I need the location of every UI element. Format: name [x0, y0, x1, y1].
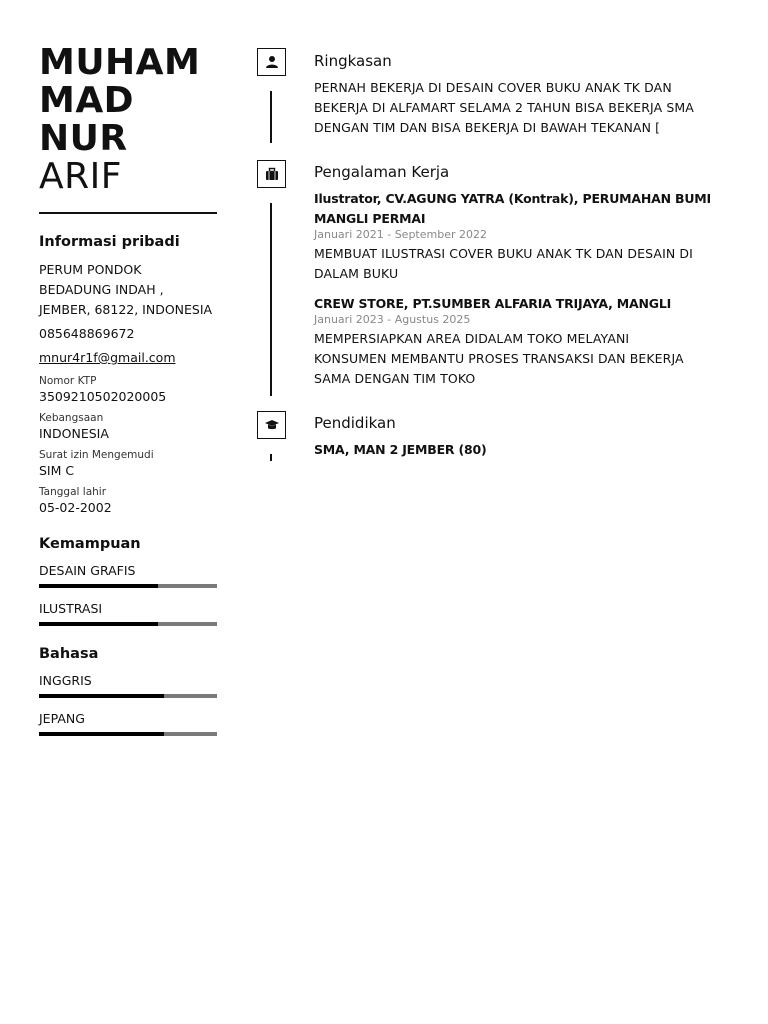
personal-info-heading: Informasi pribadi: [39, 234, 180, 250]
address-line: BEDADUNG INDAH ,: [39, 282, 164, 297]
job-description-line: SAMA DENGAN TIM TOKO: [314, 371, 476, 386]
timeline-line: [270, 91, 272, 143]
job-description-line: MEMBUAT ILUSTRASI COVER BUKU ANAK TK DAN DESAIN DI: [314, 246, 693, 261]
skill-bar: [39, 584, 217, 588]
graduation-cap-icon: [257, 411, 286, 439]
language-item: [39, 710, 217, 736]
summary-line: PERNAH BEKERJA DI DESAIN COVER BUKU ANAK TK DAN: [314, 80, 672, 95]
skill-item: [39, 562, 217, 588]
skill-bar: [39, 622, 217, 626]
education-entry: SMA, MAN 2 JEMBER (80): [314, 442, 487, 457]
address-line: JEMBER, 68122, INDONESIA: [39, 302, 213, 317]
education-heading: Pendidikan: [314, 414, 396, 432]
skill-bar-fill: [39, 622, 158, 626]
field-value-nationality: INDONESIA: [39, 426, 109, 441]
job-title: Ilustrator, CV.AGUNG YATRA (Kontrak), PERUMAHAN BUMI: [314, 191, 711, 206]
job-date: Januari 2021 - September 2022: [314, 228, 487, 241]
language-label: INGGRIS: [39, 673, 92, 688]
skill-item: [39, 600, 217, 626]
job-entry: [314, 189, 714, 284]
name-divider: [39, 212, 217, 214]
left-column: [39, 44, 217, 748]
name-line-4: ARIF: [39, 156, 122, 197]
experience-heading: Pengalaman Kerja: [314, 163, 450, 181]
job-title: MANGLI PERMAI: [314, 211, 426, 226]
skills-heading: Kemampuan: [39, 536, 141, 552]
name-line-3: NUR: [39, 118, 128, 159]
job-description-line: DALAM BUKU: [314, 266, 399, 281]
language-bar: [39, 732, 217, 736]
summary-heading: Ringkasan: [314, 52, 392, 70]
field-value-birthdate: 05-02-2002: [39, 500, 112, 515]
briefcase-icon: [257, 160, 286, 188]
email-link[interactable]: mnur4r1f@gmail.com: [39, 350, 176, 365]
person-icon: [257, 48, 286, 76]
languages-heading: Bahasa: [39, 646, 99, 662]
field-label-nationality: Kebangsaan: [39, 412, 104, 424]
summary-line: DENGAN TIM DAN BISA BEKERJA DI BAWAH TEKANAN [: [314, 120, 661, 135]
field-label-ktp: Nomor KTP: [39, 375, 97, 387]
language-bar: [39, 694, 217, 698]
skill-label: DESAIN GRAFIS: [39, 563, 136, 578]
job-description-line: MEMPERSIAPKAN AREA DIDALAM TOKO MELAYANI: [314, 331, 630, 346]
field-label-license: Surat izin Mengemudi: [39, 449, 154, 461]
timeline-line: [270, 454, 272, 461]
full-name: [39, 44, 217, 196]
education-section: [314, 413, 714, 460]
name-line-2: MAD: [39, 80, 135, 121]
language-item: [39, 672, 217, 698]
job-entry: [314, 294, 714, 389]
job-description-line: KONSUMEN MEMBANTU PROSES TRANSAKSI DAN BEKERJA: [314, 351, 684, 366]
language-bar-fill: [39, 694, 164, 698]
job-date: Januari 2023 - Agustus 2025: [314, 313, 471, 326]
timeline-line: [270, 203, 272, 396]
timeline: [257, 0, 288, 470]
skill-label: ILUSTRASI: [39, 601, 103, 616]
phone-number: 085648869672: [39, 326, 135, 341]
skill-bar-fill: [39, 584, 158, 588]
field-value-license: SIM C: [39, 463, 75, 478]
summary-section: [314, 51, 714, 138]
address-line: PERUM PONDOK: [39, 262, 142, 277]
name-line-1: MUHAM: [39, 42, 201, 83]
summary-line: BEKERJA DI ALFAMART SELAMA 2 TAHUN BISA BEKERJA SMA: [314, 100, 694, 115]
experience-section: [314, 162, 714, 389]
language-label: JEPANG: [39, 711, 85, 726]
job-title: CREW STORE, PT.SUMBER ALFARIA TRIJAYA, MANGLI: [314, 296, 672, 311]
field-label-birthdate: Tanggal lahir: [39, 486, 107, 498]
field-value-ktp: 3509210502020005: [39, 389, 167, 404]
language-bar-fill: [39, 732, 164, 736]
